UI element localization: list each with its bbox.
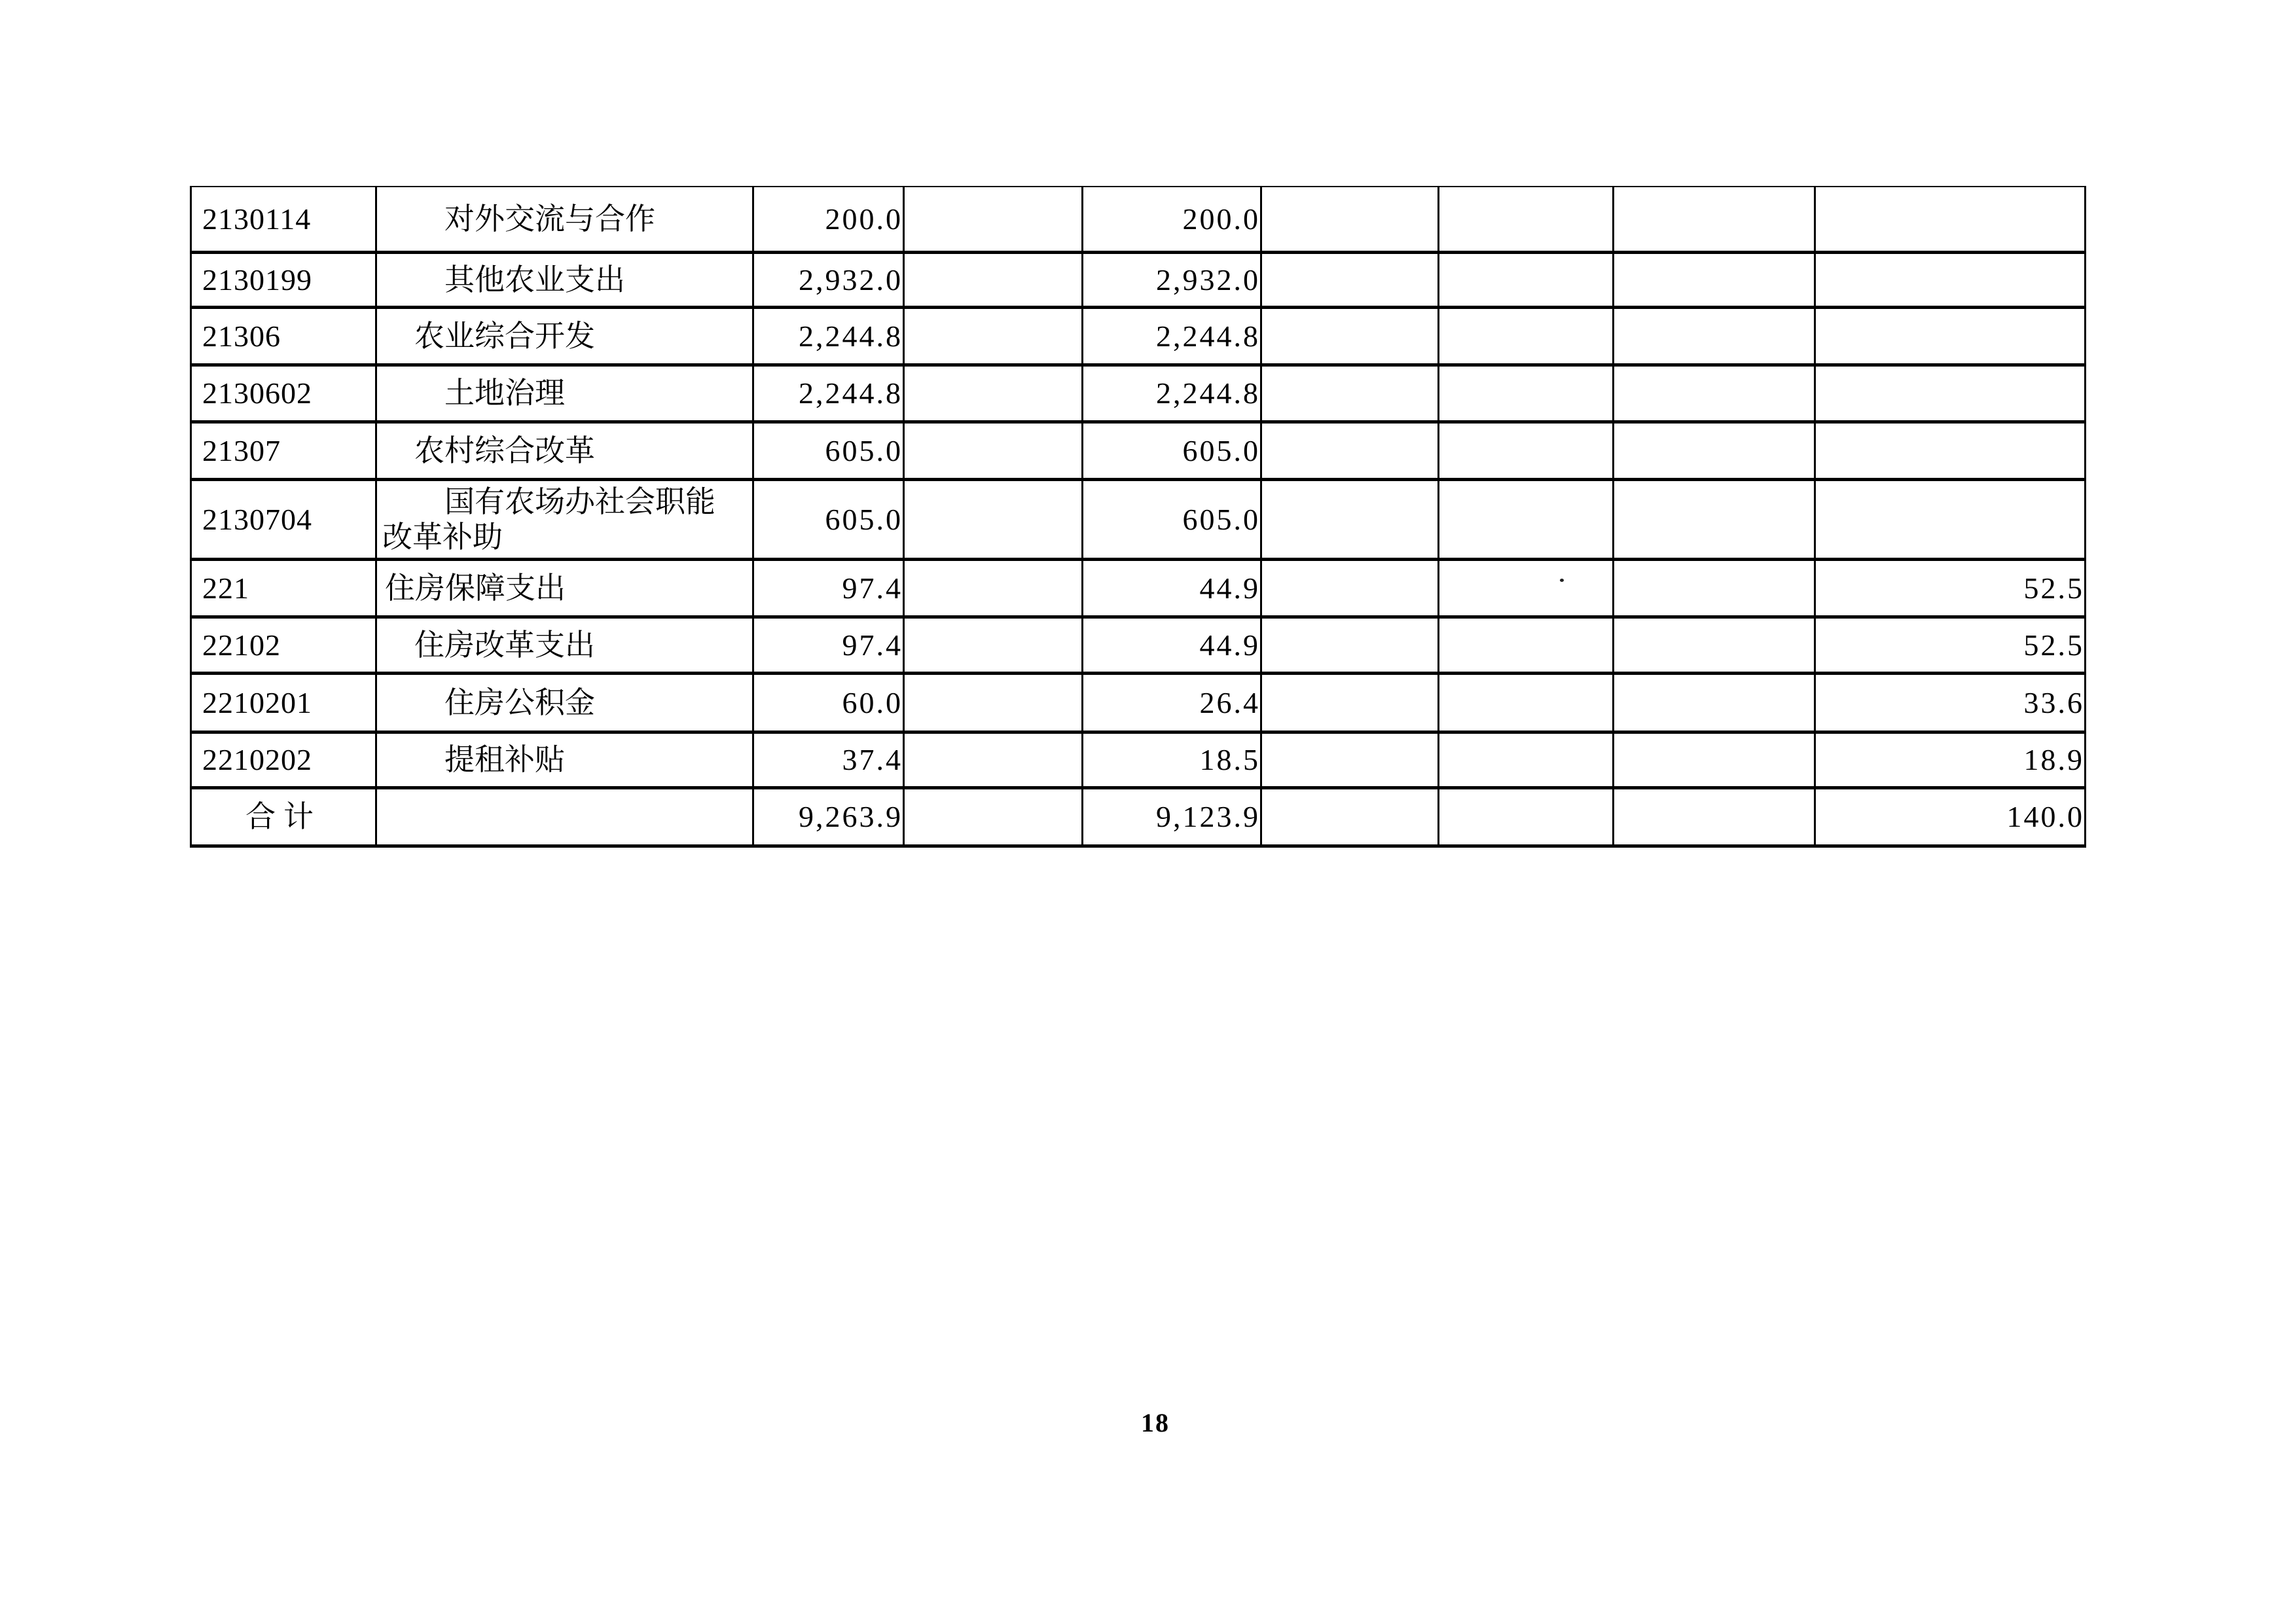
scan-artifact-dot bbox=[1560, 579, 1564, 582]
cell-name-line2: 改革补助 bbox=[382, 520, 503, 554]
cell-empty bbox=[1614, 187, 1816, 254]
cell-empty bbox=[1262, 187, 1439, 254]
cell-name bbox=[377, 789, 754, 848]
cell-empty bbox=[1439, 561, 1614, 619]
cell-code: 221 bbox=[192, 561, 377, 619]
cell-empty bbox=[1439, 481, 1614, 561]
cell-value bbox=[1816, 424, 2086, 481]
cell-code: 21307 bbox=[192, 424, 377, 481]
cell-empty bbox=[1614, 309, 1816, 367]
cell-empty bbox=[1439, 309, 1614, 367]
cell-value: 605.0 bbox=[754, 481, 905, 561]
cell-empty bbox=[905, 187, 1083, 254]
cell-empty bbox=[1439, 187, 1614, 254]
cell-value bbox=[1816, 309, 2086, 367]
cell-empty bbox=[1262, 734, 1439, 789]
cell-value: 97.4 bbox=[754, 561, 905, 619]
cell-empty bbox=[1262, 561, 1439, 619]
cell-code: 合计 bbox=[192, 789, 377, 848]
cell-value: 18.5 bbox=[1083, 734, 1262, 789]
cell-empty bbox=[1262, 424, 1439, 481]
cell-value: 52.5 bbox=[1816, 561, 2086, 619]
cell-empty bbox=[905, 367, 1083, 424]
cell-value: 2,244.8 bbox=[754, 367, 905, 424]
cell-name: 国有农场办社会职能 改革补助 bbox=[377, 481, 754, 561]
cell-code: 2130704 bbox=[192, 481, 377, 561]
cell-value: 33.6 bbox=[1816, 675, 2086, 734]
cell-empty bbox=[1262, 789, 1439, 848]
cell-value: 2,932.0 bbox=[754, 254, 905, 309]
cell-empty bbox=[1614, 619, 1816, 675]
cell-empty bbox=[905, 619, 1083, 675]
cell-empty bbox=[1439, 675, 1614, 734]
cell-value bbox=[1816, 254, 2086, 309]
cell-empty bbox=[905, 481, 1083, 561]
cell-value: 200.0 bbox=[754, 187, 905, 254]
cell-value: 52.5 bbox=[1816, 619, 2086, 675]
cell-value: 2,932.0 bbox=[1083, 254, 1262, 309]
cell-code: 2210201 bbox=[192, 675, 377, 734]
cell-empty bbox=[1614, 789, 1816, 848]
cell-empty bbox=[1614, 481, 1816, 561]
cell-value: 9,263.9 bbox=[754, 789, 905, 848]
cell-value: 44.9 bbox=[1083, 619, 1262, 675]
cell-empty bbox=[905, 734, 1083, 789]
cell-empty bbox=[1262, 619, 1439, 675]
cell-value: 9,123.9 bbox=[1083, 789, 1262, 848]
cell-value: 605.0 bbox=[1083, 424, 1262, 481]
cell-empty bbox=[905, 424, 1083, 481]
cell-code: 2130602 bbox=[192, 367, 377, 424]
cell-code: 21306 bbox=[192, 309, 377, 367]
cell-value: 605.0 bbox=[754, 424, 905, 481]
cell-code: 2130199 bbox=[192, 254, 377, 309]
cell-name: 土地治理 bbox=[377, 367, 754, 424]
cell-value: 2,244.8 bbox=[754, 309, 905, 367]
cell-value: 18.9 bbox=[1816, 734, 2086, 789]
cell-value: 200.0 bbox=[1083, 187, 1262, 254]
cell-name: 对外交流与合作 bbox=[377, 187, 754, 254]
cell-value bbox=[1816, 481, 2086, 561]
cell-empty bbox=[905, 254, 1083, 309]
cell-empty bbox=[905, 675, 1083, 734]
cell-empty bbox=[1262, 481, 1439, 561]
cell-name: 其他农业支出 bbox=[377, 254, 754, 309]
cell-value: 60.0 bbox=[754, 675, 905, 734]
budget-table bbox=[190, 186, 2086, 848]
cell-value: 2,244.8 bbox=[1083, 367, 1262, 424]
cell-empty bbox=[1614, 254, 1816, 309]
cell-empty bbox=[1262, 367, 1439, 424]
cell-empty bbox=[1262, 675, 1439, 734]
cell-empty bbox=[1439, 734, 1614, 789]
cell-name: 住房改革支出 bbox=[377, 619, 754, 675]
cell-value bbox=[1816, 367, 2086, 424]
cell-empty bbox=[905, 789, 1083, 848]
cell-name: 住房公积金 bbox=[377, 675, 754, 734]
cell-value: 26.4 bbox=[1083, 675, 1262, 734]
cell-empty bbox=[1439, 254, 1614, 309]
cell-value: 2,244.8 bbox=[1083, 309, 1262, 367]
cell-code: 2210202 bbox=[192, 734, 377, 789]
cell-empty bbox=[1439, 789, 1614, 848]
cell-empty bbox=[1262, 254, 1439, 309]
cell-name: 提租补贴 bbox=[377, 734, 754, 789]
cell-empty bbox=[905, 309, 1083, 367]
cell-value: 605.0 bbox=[1083, 481, 1262, 561]
cell-empty bbox=[1262, 309, 1439, 367]
cell-value: 97.4 bbox=[754, 619, 905, 675]
cell-empty bbox=[905, 561, 1083, 619]
cell-value: 37.4 bbox=[754, 734, 905, 789]
cell-value: 44.9 bbox=[1083, 561, 1262, 619]
cell-code: 2130114 bbox=[192, 187, 377, 254]
cell-value bbox=[1816, 187, 2086, 254]
cell-empty bbox=[1614, 734, 1816, 789]
cell-code: 22102 bbox=[192, 619, 377, 675]
cell-empty bbox=[1439, 424, 1614, 481]
cell-empty bbox=[1614, 367, 1816, 424]
cell-name: 住房保障支出 bbox=[377, 561, 754, 619]
page-number: 18 bbox=[1141, 1408, 1170, 1437]
cell-empty bbox=[1439, 367, 1614, 424]
cell-name: 农业综合开发 bbox=[377, 309, 754, 367]
cell-empty bbox=[1614, 675, 1816, 734]
cell-value: 140.0 bbox=[1816, 789, 2086, 848]
cell-empty bbox=[1614, 424, 1816, 481]
cell-empty bbox=[1439, 619, 1614, 675]
cell-empty bbox=[1614, 561, 1816, 619]
cell-name: 农村综合改革 bbox=[377, 424, 754, 481]
